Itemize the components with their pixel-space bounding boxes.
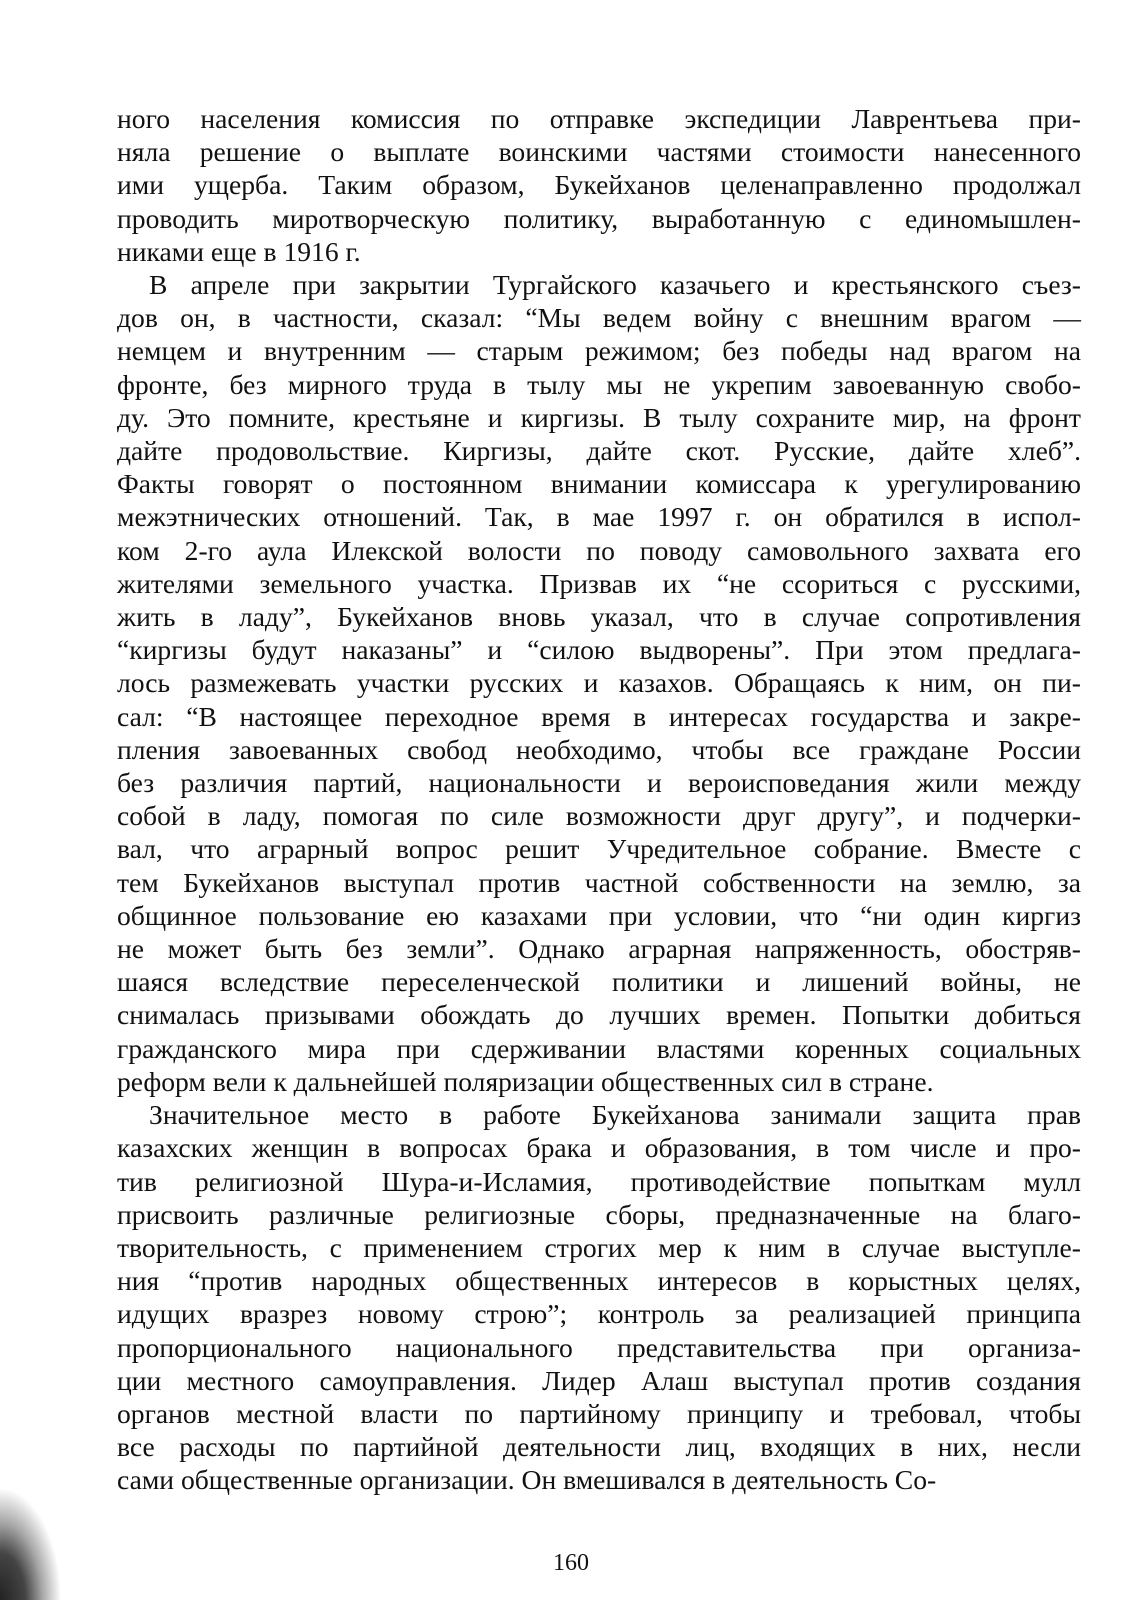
text-line: жить в ладу”, Букейханов вновь указал, что в случае сопротивления: [117, 601, 1081, 633]
page-number: 160: [553, 1550, 589, 1576]
text-line: сами общественные организации. Он вмешивался в деятельность Со-: [117, 1464, 937, 1496]
scan-edge-shadow: [0, 1490, 60, 1600]
text-line: никами еще в 1916 г.: [117, 235, 361, 267]
paragraph: [117, 268, 1081, 1098]
text-line: Значительное место в работе Букейханова занимали защита прав: [149, 1099, 1081, 1131]
text-line: ции местного самоуправления. Лидер Алаш выступал против создания: [117, 1364, 1081, 1396]
text-line: не может быть без земли”. Однако аграрная напряженность, обостряв-: [117, 933, 1081, 965]
text-line: жителями земельного участка. Призвав их “не ссориться с русскими,: [117, 567, 1081, 599]
text-line: пления завоеванных свобод необходимо, чтобы все граждане России: [117, 733, 1081, 765]
text-line: фронте, без мирного труда в тылу мы не укрепим завоеванную свобо-: [117, 368, 1081, 400]
text-line: лось размежевать участки русских и казахов. Обращаясь к ним, он пи-: [117, 667, 1081, 699]
text-line: идущих вразрез новому строю”; контроль за реализацией принципа: [117, 1298, 1081, 1330]
text-line: Факты говорят о постоянном внимании комиссара к урегулированию: [117, 468, 1081, 500]
text-line: шаяся вследствие переселенческой политики и лишений войны, не: [117, 966, 1081, 998]
text-line: ду. Это помните, крестьяне и киргизы. В тылу сохраните мир, на фронт: [117, 401, 1081, 433]
text-line: гражданского мира при сдерживании властями коренных социальных: [117, 1032, 1081, 1064]
text-line: органов местной власти по партийному принципу и требовал, чтобы: [117, 1397, 1081, 1429]
text-line: межэтнических отношений. Так, в мае 1997 г. он обратился в испол-: [117, 501, 1081, 533]
text-line: собой в ладу, помогая по силе возможности друг другу”, и подчерки-: [117, 800, 1081, 832]
text-line: тем Букейханов выступал против частной собственности на землю, за: [117, 866, 1081, 898]
text-line: реформ вели к дальнейшей поляризации общественных сил в стране.: [117, 1065, 934, 1097]
text-line: присвоить различные религиозные сборы, предназначенные на благо-: [117, 1198, 1081, 1230]
text-line: общинное пользование ею казахами при условии, что “ни один киргиз: [117, 899, 1081, 931]
text-line: ния “против народных общественных интересов в корыстных целях,: [117, 1265, 1081, 1297]
text-line: сал: “В настоящее переходное время в интересах государства и закре-: [117, 700, 1081, 732]
page-body: [117, 102, 1081, 1497]
text-line: ного населения комиссия по отправке экспедиции Лаврентьева при-: [117, 103, 1081, 134]
text-line: проводить миротворческую политику, выработанную с единомышлен-: [117, 202, 1081, 234]
text-line: тив религиозной Шура-и-Исламия, противодействие попыткам мулл: [117, 1165, 1081, 1197]
text-line: ком 2-го аула Илекской волости по поводу самовольного захвата его: [117, 534, 1081, 566]
text-line: немцем и внутренним — старым режимом; без победы над врагом на: [117, 335, 1081, 367]
text-line: дайте продовольствие. Киргизы, дайте скот. Русские, дайте хлеб”.: [117, 435, 1081, 467]
text-line: без различия партий, национальности и вероисповедания жили между: [117, 767, 1081, 799]
text-line: няла решение о выплате воинскими частями стоимости нанесенного: [117, 136, 1081, 168]
text-line: творительность, с применением строгих мер к ним в случае выступле-: [117, 1231, 1081, 1263]
text-line: В апреле при закрытии Тургайского казачьего и крестьянского съез-: [149, 269, 1081, 301]
text-line: казахских женщин в вопросах брака и образования, в том числе и про-: [117, 1132, 1081, 1164]
text-line: все расходы по партийной деятельности лиц, входящих в них, несли: [117, 1431, 1081, 1463]
text-line: вал, что аграрный вопрос решит Учредительное собрание. Вместе с: [117, 833, 1081, 865]
text-line: дов он, в частности, сказал: “Мы ведем войну с внешним врагом —: [117, 302, 1081, 334]
paragraph: [117, 102, 1081, 268]
text-line: пропорционального национального представительства при организа-: [117, 1331, 1081, 1363]
text-line: “киргизы будут наказаны” и “силою выдворены”. При этом предлага-: [117, 634, 1081, 666]
text-line: снималась призывами обождать до лучших времен. Попытки добиться: [117, 999, 1081, 1031]
text-line: ими ущерба. Таким образом, Букейханов целенаправленно продолжал: [117, 169, 1081, 201]
paragraph: [117, 1098, 1081, 1496]
